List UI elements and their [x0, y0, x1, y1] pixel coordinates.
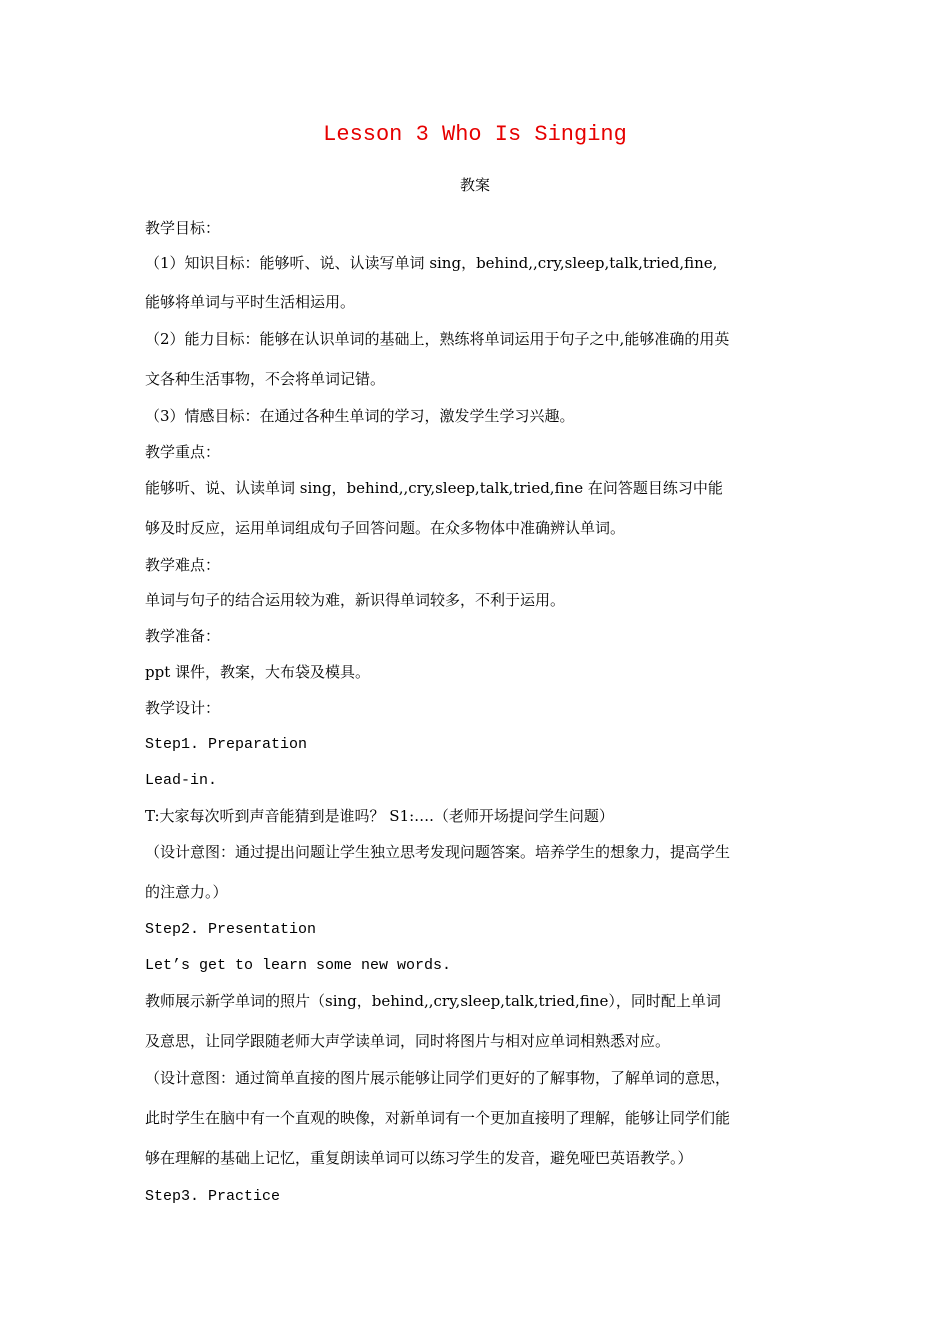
- paragraph-line: 及意思，让同学跟随老师大声学读单词，同时将图片与相对应单词相熟悉对应。: [145, 1032, 671, 1050]
- paragraph-line: 教师展示新学单词的照片（sing，behind,,cry,sleep,talk,tried,fine），同时配上单词: [145, 992, 721, 1010]
- paragraph-line: T:大家每次听到声音能猜到是谁吗？ S1:….（老师开场提问学生问题）: [145, 807, 614, 825]
- paragraph-line: （设计意图：通过简单直接的图片展示能够让同学们更好的了解事物，了解单词的意思，: [145, 1069, 731, 1087]
- paragraph-line: （2）能力目标：能够在认识单词的基础上，熟练将单词运用于句子之中,能够准确的用英: [145, 330, 730, 348]
- paragraph-line: 够在理解的基础上记忆，重复朗读单词可以练习学生的发音，避免哑巴英语教学。）: [145, 1149, 693, 1167]
- paragraph-line: （1）知识目标：能够听、说、认读写单词 sing，behind,,cry,sleep,talk,tried,fine,: [145, 254, 718, 272]
- paragraph-line: Let’s get to learn some new words.: [145, 957, 452, 974]
- paragraph-line: 能够将单词与平时生活相运用。: [145, 293, 356, 311]
- paragraph-line: （设计意图：通过提出问题让学生独立思考发现问题答案。培养学生的想象力，提高学生: [145, 843, 731, 861]
- heading-key-points: 教学重点：: [145, 443, 221, 461]
- heading-objectives: 教学目标：: [145, 219, 221, 237]
- paragraph-line: Lead-in.: [145, 772, 218, 789]
- heading-design: 教学设计：: [145, 699, 221, 717]
- paragraph-line: 此时学生在脑中有一个直观的映像，对新单词有一个更加直接明了理解，能够让同学们能: [145, 1109, 731, 1127]
- heading-preparation: 教学准备：: [145, 627, 221, 645]
- paragraph-line: 文各种生活事物，不会将单词记错。: [145, 370, 386, 388]
- lesson-title: Lesson 3 Who Is Singing: [323, 122, 627, 147]
- paragraph-line: 的注意力。）: [145, 883, 228, 901]
- paragraph-line: 单词与句子的结合运用较为难，新识得单词较多，不利于运用。: [145, 591, 566, 609]
- paragraph-line: ppt 课件，教案，大布袋及模具。: [145, 663, 371, 681]
- step-heading: Step2. Presentation: [145, 921, 317, 938]
- step-heading: Step3. Practice: [145, 1188, 281, 1205]
- step-heading: Step1. Preparation: [145, 736, 308, 753]
- heading-difficulties: 教学难点：: [145, 556, 221, 574]
- paragraph-line: 能够听、说、认读单词 sing，behind,,cry,sleep,talk,tried,fine 在问答题目练习中能: [145, 479, 723, 497]
- paragraph-line: （3）情感目标：在通过各种生单词的学习，激发学生学习兴趣。: [145, 407, 575, 425]
- lesson-subtitle: 教案: [459, 176, 490, 194]
- paragraph-line: 够及时反应，运用单词组成句子回答问题。在众多物体中准确辨认单词。: [145, 519, 626, 537]
